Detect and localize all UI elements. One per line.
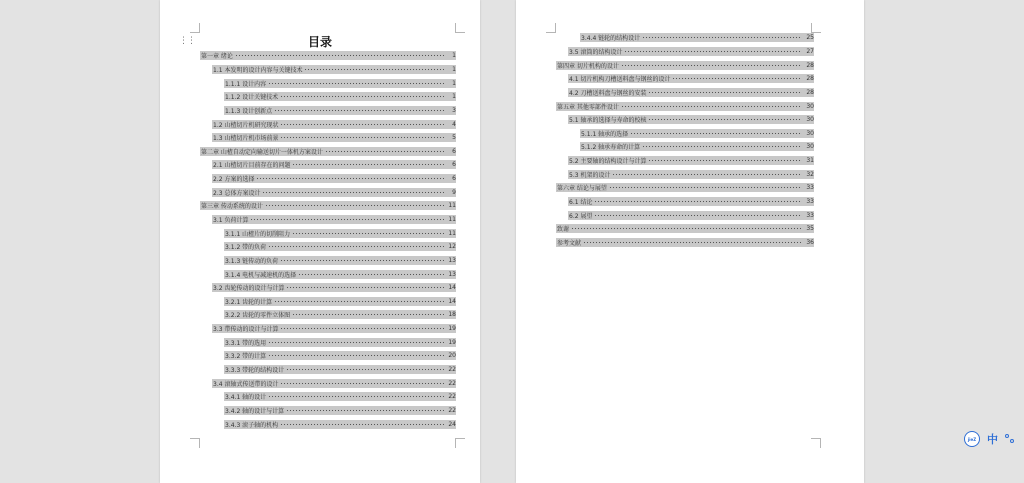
toc-entry-page: 36 bbox=[806, 238, 814, 246]
toc-entry-field[interactable] bbox=[580, 142, 814, 151]
toc-entry-page: 19 bbox=[448, 338, 456, 346]
toc-dot-leader bbox=[268, 395, 444, 398]
toc-entry-field[interactable] bbox=[556, 224, 814, 233]
toc-entry-text: 1.1.1 设计内容 bbox=[225, 80, 267, 88]
toc-entry-text: 2.3 总体方案设计 bbox=[213, 189, 261, 197]
toc-entry-field[interactable] bbox=[580, 129, 814, 138]
toc-entry-field[interactable] bbox=[212, 215, 456, 224]
toc-entry-text: 3.4.1 轴的设计 bbox=[225, 394, 267, 402]
toc-entry[interactable] bbox=[556, 58, 814, 72]
toc-entry-field[interactable] bbox=[212, 65, 456, 74]
toc-entry-text: 3.1.4 电机与减速机的选择 bbox=[225, 271, 297, 279]
toc-entry-field[interactable] bbox=[568, 211, 814, 220]
toc-entry-page: 18 bbox=[448, 311, 456, 319]
toc-entry-page: 11 bbox=[448, 202, 456, 210]
toc-entry-text: 6.1 结论 bbox=[569, 199, 593, 206]
toc-entry-page: 12 bbox=[448, 243, 456, 251]
toc-entry[interactable] bbox=[556, 45, 814, 59]
toc-entry-page: 25 bbox=[806, 34, 814, 42]
toc-entry-text: 5.2 主要轴的结构设计与计算 bbox=[569, 158, 647, 166]
toc-entry-page: 14 bbox=[448, 284, 456, 292]
toc-dot-leader bbox=[256, 177, 444, 180]
crop-mark bbox=[811, 438, 821, 448]
toc-entry-page: 9 bbox=[452, 188, 456, 196]
toc-entry-text: 致谢 bbox=[557, 226, 570, 234]
toc-dot-leader bbox=[274, 109, 444, 112]
toc-dot-leader bbox=[280, 423, 444, 426]
toc-entry-text: 5.1.1 轴承的选择 bbox=[581, 130, 629, 138]
toc-entry-field[interactable] bbox=[224, 365, 456, 374]
toc-entry-field[interactable] bbox=[568, 156, 814, 165]
toc-entry-field[interactable] bbox=[556, 61, 814, 70]
toc-entry-page: 33 bbox=[806, 198, 814, 205]
toc-entry-page: 19 bbox=[448, 325, 456, 333]
toc-entry-text: 3.4.3 滚子轴的机构 bbox=[225, 421, 279, 429]
toc-dot-leader bbox=[571, 227, 802, 230]
toc-entry[interactable] bbox=[556, 181, 814, 195]
toc-entry-page: 3 bbox=[452, 106, 456, 114]
toc-entry[interactable] bbox=[200, 254, 456, 268]
toc-entry-text: 4.2 刀槽送料盘与钢丝的安装 bbox=[569, 89, 647, 97]
crop-mark bbox=[546, 23, 556, 33]
toc-entry-text: 3.1 负荷计算 bbox=[213, 217, 249, 224]
toc-entry-field[interactable] bbox=[212, 174, 456, 183]
toc-entry-text: 参考文献 bbox=[557, 239, 582, 247]
ime-logo-icon[interactable] bbox=[964, 431, 980, 447]
toc-dot-leader bbox=[286, 286, 444, 289]
toc-entry-text: 第五章 其他零部件设计 bbox=[557, 103, 619, 111]
toc-entry-field[interactable] bbox=[200, 147, 456, 156]
toc-entry[interactable] bbox=[200, 76, 456, 90]
toc-entry[interactable] bbox=[200, 144, 456, 158]
document-page-right bbox=[516, 0, 864, 483]
toc-entry-page: 35 bbox=[806, 225, 814, 233]
toc-entry-text: 5.1.2 轴承寿命的计算 bbox=[581, 144, 641, 152]
toc-entry[interactable] bbox=[556, 86, 814, 100]
toc-entry[interactable] bbox=[556, 195, 814, 209]
toc-entry-text: 1.1.2 设计关键技术 bbox=[225, 94, 279, 102]
toc-entry-field[interactable] bbox=[224, 297, 456, 306]
toc-entry-field[interactable] bbox=[224, 420, 456, 429]
toc-dot-leader bbox=[594, 214, 802, 217]
toc-entry-text: 3.5 滚筒的结构设计 bbox=[569, 48, 623, 56]
toc-entry[interactable] bbox=[200, 335, 456, 349]
toc-entry-page: 11 bbox=[448, 216, 456, 223]
toc-entry[interactable] bbox=[556, 154, 814, 168]
document-page-left bbox=[160, 0, 480, 483]
toc-entry-text: 3.4.4 链轮的结构设计 bbox=[581, 35, 641, 43]
toc-entry-page: 28 bbox=[806, 61, 814, 69]
toc-dot-leader bbox=[280, 95, 444, 98]
toc-dot-leader bbox=[268, 341, 444, 344]
toc-dot-leader bbox=[642, 36, 802, 39]
toc-entry-field[interactable] bbox=[556, 238, 814, 247]
toc-entry-text: 4.1 切片机构刀槽送料盘与钢丝的设计 bbox=[569, 76, 671, 84]
toc-dot-leader bbox=[265, 204, 444, 207]
settings-dots-icon[interactable] bbox=[1005, 434, 1015, 444]
toc-entry-page: 1 bbox=[452, 93, 456, 101]
toc-entry[interactable] bbox=[200, 117, 456, 131]
toc-entry-text: 1.1 本发明的设计内容与关键技术 bbox=[213, 66, 303, 74]
toc-entry-text: 3.2.1 齿轮的计算 bbox=[225, 298, 273, 306]
toc-entry-page: 14 bbox=[448, 297, 456, 305]
toc-entry-text: 2.1 山楂切片目前存在的问题 bbox=[213, 162, 291, 170]
toc-entry-page: 6 bbox=[452, 161, 456, 169]
toc-entry-text: 第六章 结论与展望 bbox=[557, 185, 607, 193]
toc-entry[interactable] bbox=[200, 63, 456, 77]
toc-entry-field[interactable] bbox=[568, 74, 814, 83]
ime-badge-label: jieZ bbox=[967, 436, 977, 442]
toc-entry-text: 3.1.3 链传动的负荷 bbox=[225, 257, 279, 265]
toc-entry-text: 第二章 山楂自动定向输送切片一体机方案设计 bbox=[201, 148, 323, 156]
toc-dot-leader bbox=[298, 273, 444, 276]
toc-entry-page: 30 bbox=[806, 102, 814, 110]
toc-entry-field[interactable] bbox=[200, 201, 456, 210]
toc-entry-text: 1.1.3 设计创新点 bbox=[225, 107, 273, 115]
toc-entry-page: 33 bbox=[806, 184, 814, 192]
toc-entry-field[interactable] bbox=[556, 183, 814, 192]
toc-entry-page: 22 bbox=[448, 393, 456, 401]
toc-entry-text: 3.3.2 带的计算 bbox=[225, 353, 267, 361]
toc-entry-page: 28 bbox=[806, 88, 814, 96]
toc-entry[interactable] bbox=[556, 72, 814, 86]
toc-dot-leader bbox=[609, 186, 802, 189]
toc-entry-field[interactable] bbox=[212, 133, 456, 142]
toc-entry-text: 1.2 山楂切片机研究现状 bbox=[213, 121, 279, 129]
crop-mark bbox=[190, 438, 200, 448]
toc-dot-leader bbox=[286, 409, 444, 412]
toc-entry[interactable] bbox=[200, 349, 456, 363]
toc-entry-page: 28 bbox=[806, 75, 814, 83]
toc-dot-leader bbox=[268, 82, 444, 85]
move-handle-icon[interactable]: ⋮⋮ bbox=[179, 36, 195, 46]
toc-entry[interactable] bbox=[200, 322, 456, 336]
toc-entry-field[interactable] bbox=[212, 324, 456, 333]
toc-entry-field[interactable] bbox=[224, 310, 456, 319]
toc-entry-text: 5.3 机架的设计 bbox=[569, 171, 611, 179]
crop-mark bbox=[455, 23, 465, 33]
crop-mark bbox=[455, 438, 465, 448]
toc-entry-page: 22 bbox=[448, 379, 456, 387]
toc-entry[interactable] bbox=[200, 281, 456, 295]
toc-entry[interactable] bbox=[200, 90, 456, 104]
toc-entry-field[interactable] bbox=[568, 88, 814, 97]
toc-dot-leader bbox=[286, 368, 444, 371]
toc-entry[interactable] bbox=[200, 172, 456, 186]
toc-entry[interactable] bbox=[200, 267, 456, 281]
toc-entry[interactable] bbox=[200, 104, 456, 118]
toc-dot-leader bbox=[672, 77, 802, 80]
toc-dot-leader bbox=[292, 232, 444, 235]
toc-entry[interactable] bbox=[200, 404, 456, 418]
toc-entry[interactable] bbox=[200, 185, 456, 199]
toc-dot-leader bbox=[250, 218, 444, 221]
toc-entry-field[interactable] bbox=[224, 406, 456, 415]
toc-entry-field[interactable] bbox=[212, 379, 456, 388]
toc-entry[interactable] bbox=[556, 222, 814, 236]
toc-entry-page: 30 bbox=[806, 129, 814, 137]
toc-entry-text: 3.3.3 带轮的结构设计 bbox=[225, 367, 285, 375]
toc-entry-field[interactable] bbox=[224, 338, 456, 347]
toc-entry-text: 3.1.1 山楂片的切削阻力 bbox=[225, 230, 291, 238]
toc-entry-page: 20 bbox=[448, 352, 456, 360]
toc-dot-leader bbox=[304, 68, 444, 71]
toc-entry-field[interactable] bbox=[224, 351, 456, 360]
toc-dot-leader bbox=[642, 145, 802, 148]
toc-dot-leader bbox=[274, 300, 444, 303]
toc-entry[interactable] bbox=[556, 208, 814, 222]
toc-list-left bbox=[200, 49, 456, 431]
toc-dot-leader bbox=[235, 54, 444, 57]
toc-entry-field[interactable] bbox=[224, 242, 456, 251]
toc-dot-leader bbox=[583, 241, 802, 244]
toc-entry-text: 3.4 滚轴式传送带的设计 bbox=[213, 380, 279, 388]
toc-entry-text: 3.2.2 齿轮的零件立体图 bbox=[225, 312, 291, 320]
toc-entry-field[interactable] bbox=[556, 102, 814, 111]
toc-entry-field[interactable] bbox=[580, 33, 814, 42]
toc-entry[interactable] bbox=[200, 49, 456, 63]
toc-dot-leader bbox=[280, 259, 444, 262]
toc-dot-leader bbox=[621, 64, 802, 67]
toc-entry[interactable] bbox=[556, 236, 814, 250]
toc-entry-field[interactable] bbox=[224, 79, 456, 88]
toc-entry-field[interactable] bbox=[224, 392, 456, 401]
toc-entry-page: 1 bbox=[452, 79, 456, 87]
toc-dot-leader bbox=[268, 354, 444, 357]
toc-dot-leader bbox=[630, 132, 802, 135]
toc-entry-field[interactable] bbox=[212, 188, 456, 197]
toc-dot-leader bbox=[262, 191, 444, 194]
toc-entry[interactable] bbox=[200, 417, 456, 431]
toc-entry[interactable] bbox=[556, 31, 814, 45]
toc-entry-field[interactable] bbox=[224, 256, 456, 265]
toc-entry-text: 6.2 展望 bbox=[569, 212, 593, 220]
toc-entry[interactable] bbox=[556, 99, 814, 113]
toc-entry-page: 1 bbox=[452, 65, 456, 73]
toc-entry-text: 1.3 山楂切片机市场前景 bbox=[213, 135, 279, 143]
toc-entry-field[interactable] bbox=[224, 92, 456, 101]
toc-dot-leader bbox=[280, 136, 444, 139]
toc-dot-leader bbox=[292, 163, 444, 166]
toc-entry-field[interactable] bbox=[200, 51, 456, 60]
toc-entry-page: 32 bbox=[806, 170, 814, 178]
toc-entry[interactable] bbox=[200, 308, 456, 322]
toc-entry[interactable] bbox=[556, 126, 814, 140]
toc-entry-page: 30 bbox=[806, 143, 814, 151]
toc-dot-leader bbox=[594, 200, 802, 203]
toc-entry-page: 22 bbox=[448, 366, 456, 374]
toc-entry-field[interactable] bbox=[212, 160, 456, 169]
toc-entry-page: 22 bbox=[448, 406, 456, 414]
toc-entry-field[interactable] bbox=[568, 170, 814, 179]
toc-entry-page: 6 bbox=[452, 175, 456, 183]
toc-entry[interactable] bbox=[200, 158, 456, 172]
toc-entry-page: 24 bbox=[448, 420, 456, 428]
toc-entry-field[interactable] bbox=[212, 120, 456, 129]
toc-dot-leader bbox=[280, 382, 444, 385]
toc-entry-text: 2.2 方案的选择 bbox=[213, 176, 255, 184]
toc-entry[interactable] bbox=[556, 113, 814, 127]
toc-entry[interactable] bbox=[200, 213, 456, 227]
toc-entry-page: 4 bbox=[452, 120, 456, 128]
toc-entry-text: 第一章 绪论 bbox=[201, 53, 233, 61]
toc-dot-leader bbox=[648, 118, 802, 121]
toc-dot-leader bbox=[648, 159, 802, 162]
toc-dot-leader bbox=[624, 50, 802, 53]
toc-entry-field[interactable] bbox=[224, 106, 456, 115]
toc-dot-leader bbox=[612, 173, 802, 176]
toc-entry[interactable] bbox=[200, 295, 456, 309]
ime-language-toggle[interactable]: 中 bbox=[987, 433, 998, 446]
toc-dot-leader bbox=[648, 91, 802, 94]
toc-entry-text: 5.1 轴承的选择与寿命的校核 bbox=[569, 117, 647, 125]
toc-entry-text: 3.4.2 轴的设计与计算 bbox=[225, 407, 285, 415]
toc-entry-field[interactable] bbox=[568, 197, 814, 206]
toc-entry-field[interactable] bbox=[568, 47, 814, 56]
toc-dot-leader bbox=[292, 313, 444, 316]
toc-entry[interactable] bbox=[200, 226, 456, 240]
toc-list-right bbox=[556, 31, 814, 249]
toc-entry-page: 27 bbox=[806, 47, 814, 55]
toc-entry[interactable] bbox=[200, 131, 456, 145]
toc-dot-leader bbox=[280, 123, 444, 126]
toc-entry-page: 31 bbox=[806, 157, 814, 165]
toc-title: 目录 bbox=[307, 35, 332, 49]
toc-entry[interactable] bbox=[200, 240, 456, 254]
toc-entry-text: 3.3.1 带的选用 bbox=[225, 339, 267, 347]
toc-entry-field[interactable] bbox=[212, 283, 456, 292]
toc-entry[interactable] bbox=[200, 363, 456, 377]
crop-mark bbox=[190, 23, 200, 33]
toc-entry-page: 33 bbox=[806, 211, 814, 219]
toc-entry-page: 6 bbox=[452, 147, 456, 155]
toc-entry[interactable] bbox=[556, 167, 814, 181]
toc-entry[interactable] bbox=[556, 140, 814, 154]
toc-entry[interactable] bbox=[200, 376, 456, 390]
toc-entry-field[interactable] bbox=[224, 229, 456, 238]
toc-entry-page: 30 bbox=[806, 116, 814, 124]
toc-entry-field[interactable] bbox=[224, 270, 456, 279]
toc-entry-field[interactable] bbox=[568, 115, 814, 124]
toc-entry-page: 13 bbox=[448, 256, 456, 264]
toc-entry-page: 13 bbox=[448, 270, 456, 278]
toc-dot-leader bbox=[621, 105, 802, 108]
toc-entry-text: 第三章 传动系统的设计 bbox=[201, 203, 263, 211]
toc-entry-text: 第四章 切片机构的设计 bbox=[557, 62, 619, 70]
toc-dot-leader bbox=[325, 150, 444, 153]
toc-entry-text: 3.2 齿轮传动的设计与计算 bbox=[213, 285, 285, 293]
toc-entry[interactable] bbox=[200, 390, 456, 404]
toc-entry-page: 5 bbox=[452, 134, 456, 142]
toc-entry-page: 11 bbox=[448, 229, 456, 237]
toc-dot-leader bbox=[280, 327, 444, 330]
ime-toolbar[interactable] bbox=[964, 430, 1022, 448]
toc-dot-leader bbox=[268, 245, 444, 248]
toc-entry-text: 3.1.2 带的负荷 bbox=[225, 244, 267, 252]
toc-entry-text: 3.3 带传动的设计与计算 bbox=[213, 326, 279, 334]
toc-entry[interactable] bbox=[200, 199, 456, 213]
toc-entry-page: 1 bbox=[452, 52, 456, 60]
